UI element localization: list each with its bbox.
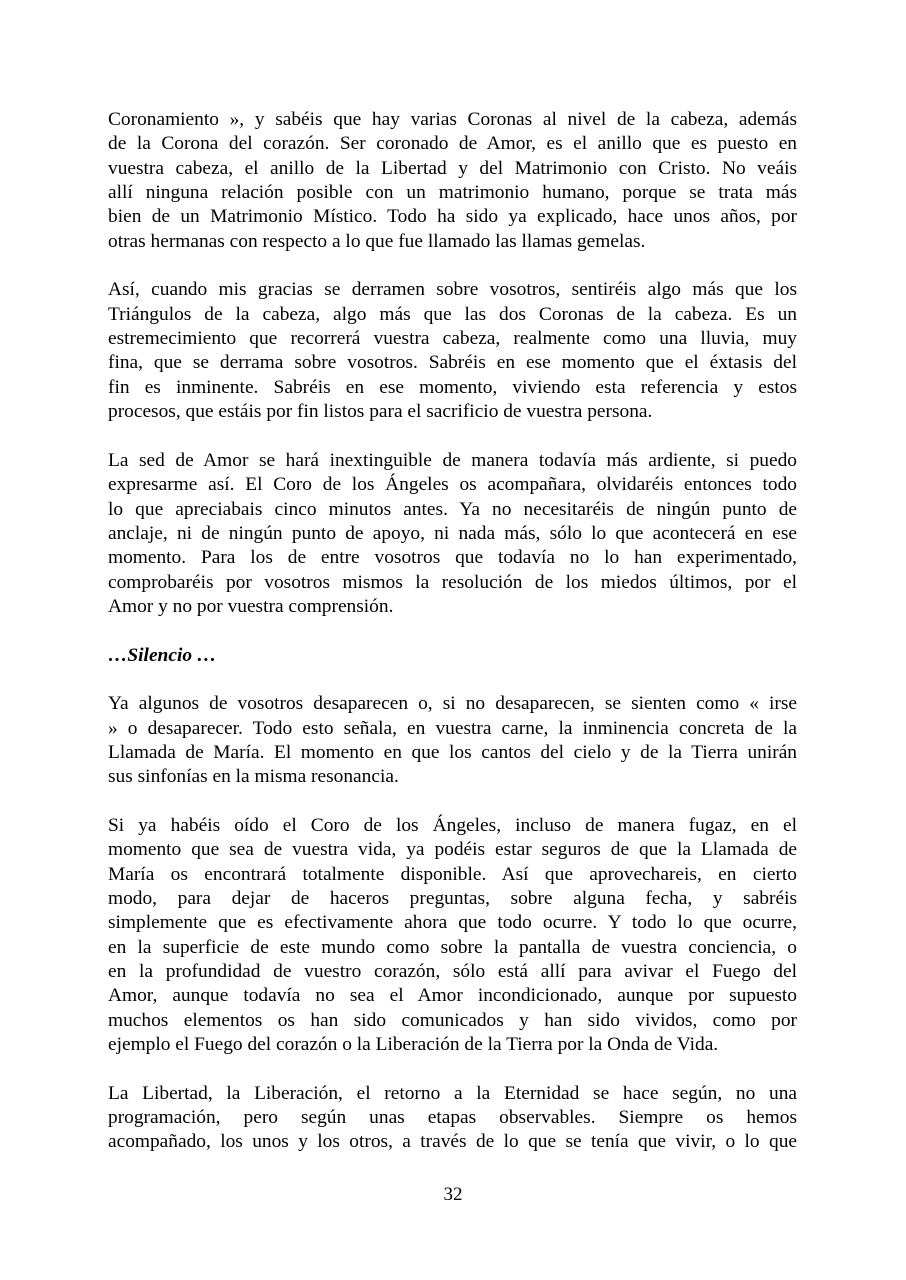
paragraphs-before-heading: [108, 108, 797, 619]
text-line: Triángulos de la cabeza, algo más que las dos Coronas de la cabeza. Es un: [108, 303, 797, 325]
paragraph: [108, 108, 797, 254]
page-number: 32: [443, 1184, 463, 1205]
paragraphs-after-heading: [108, 692, 797, 1155]
text-line: allí ninguna relación posible con un matrimonio humano, porque se trata más: [108, 182, 797, 204]
text-line: María os encontrará totalmente disponible. Así que aprovechareis, en cierto: [108, 863, 797, 885]
text-line: simplemente que es efectivamente ahora que todo ocurre. Y todo lo que ocurre,: [108, 912, 797, 934]
text-line: bien de un Matrimonio Místico. Todo ha sido ya explicado, hace unos años, por: [108, 206, 797, 228]
text-line: » o desaparecer. Todo esto señala, en vuestra carne, la inminencia concreta de la: [108, 717, 797, 739]
text-line: lo que apreciabais cinco minutos antes. Ya no necesitaréis de ningún punto de: [108, 498, 797, 520]
text-line: procesos, que estáis por fin listos para el sacrificio de vuestra persona.: [108, 401, 653, 423]
text-line: muchos elementos os han sido comunicados y han sido vividos, como por: [108, 1009, 797, 1031]
text-line: momento que sea de vuestra vida, ya podéis estar seguros de que la Llamada de: [108, 839, 797, 861]
text-line: sus sinfonías en la misma resonancia.: [108, 766, 399, 788]
text-line: estremecimiento que recorrerá vuestra cabeza, realmente como una lluvia, muy: [108, 328, 797, 350]
text-line: Llamada de María. El momento en que los cantos del cielo y de la Tierra unirán: [108, 741, 797, 763]
text-line: ejemplo el Fuego del corazón o la Liberación de la Tierra por la Onda de Vida.: [108, 1034, 719, 1056]
text-line: anclaje, ni de ningún punto de apoyo, ni nada más, sólo lo que acontecerá en ese: [108, 522, 797, 544]
text-line: Así, cuando mis gracias se derramen sobre vosotros, sentiréis algo más que los: [108, 279, 797, 301]
text-line: Coronamiento », y sabéis que hay varias Coronas al nivel de la cabeza, además: [108, 109, 797, 130]
paragraph: [108, 1082, 797, 1155]
text-line: Amor y no por vuestra comprensión.: [108, 595, 394, 617]
text-line: modo, para dejar de haceros preguntas, sobre alguna fecha, y sabréis: [108, 888, 797, 909]
paragraph: [108, 449, 797, 619]
text-line: programación, pero según unas etapas observables. Siempre os hemos: [108, 1107, 797, 1129]
text-line: en la superficie de este mundo como sobre la pantalla de vuestra conciencia, o: [108, 936, 797, 958]
text-line: La Libertad, la Liberación, el retorno a la Eternidad se hace según, no una: [108, 1082, 797, 1104]
text-line: Amor, aunque todavía no sea el Amor incondicionado, aunque por supuesto: [108, 985, 797, 1007]
text-line: de la Corona del corazón. Ser coronado de Amor, es el anillo que es puesto en: [108, 133, 797, 155]
paragraph: [108, 278, 797, 424]
text-line: comprobaréis por vosotros mismos la resolución de los miedos últimos, por el: [108, 571, 797, 593]
text-line: La sed de Amor se hará inextinguible de manera todavía más ardiente, si puedo: [108, 449, 797, 471]
section-heading: …Silencio …: [108, 644, 217, 666]
text-line: expresarme así. El Coro de los Ángeles os acompañara, olvidaréis entonces todo: [108, 474, 797, 496]
text-line: momento. Para los de entre vosotros que todavía no lo han experimentado,: [108, 547, 797, 569]
text-line: vuestra cabeza, el anillo de la Libertad y del Matrimonio con Cristo. No veáis: [108, 157, 797, 179]
text-line: Ya algunos de vosotros desaparecen o, si no desaparecen, se sienten como « irse: [108, 693, 797, 715]
paragraph: [108, 692, 797, 789]
text-line: acompañado, los unos y los otros, a través de lo que se tenía que vivir, o lo que: [108, 1131, 797, 1153]
text-line: fina, que se derrama sobre vosotros. Sabréis en ese momento que el éxtasis del: [108, 352, 797, 374]
text-line: fin es inminente. Sabréis en ese momento, viviendo esta referencia y estos: [108, 376, 797, 398]
document-body: [108, 108, 797, 1179]
text-line: en la profundidad de vuestro corazón, sólo está allí para avivar el Fuego del: [108, 961, 797, 983]
text-line: otras hermanas con respecto a lo que fue llamado las llamas gemelas.: [108, 230, 646, 252]
paragraph: [108, 814, 797, 1057]
text-line: Si ya habéis oído el Coro de los Ángeles, incluso de manera fugaz, en el: [108, 814, 797, 836]
